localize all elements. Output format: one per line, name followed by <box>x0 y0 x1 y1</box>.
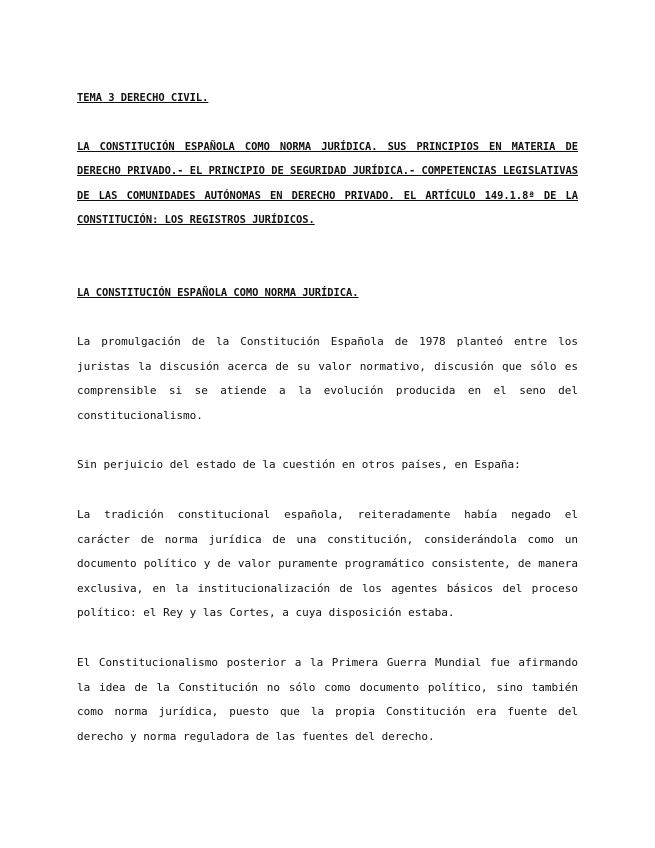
spacer <box>77 305 578 330</box>
paragraph-2: Sin perjuicio del estado de la cuestión en otros países, en España: <box>77 458 521 472</box>
paragraph-3: La tradición constitucional española, reiteradamente había negado el carácter de norma jurídica de una constitución, considerándola como un documento político y de valor puramente programático consistente, de manera exclusiva, en la institucionalización de los agentes básicos del proceso político: el Rey y las Cortes, a cuya disposición estaba. <box>77 507 578 620</box>
section-heading: LA CONSTITUCIÓN ESPAÑOLA COMO NORMA JURÍDICA. <box>77 286 359 299</box>
spacer <box>77 428 578 453</box>
paragraph-1: La promulgación de la Constitución Española de 1978 planteó entre los juristas la discusión acerca de su valor normativo, discusión que sólo es comprensible si se atiende a la evolución producida en el seno del constitucionalismo. <box>77 335 578 422</box>
paragraph-4: El Constitucionalismo posterior a la Primera Guerra Mundial fue afirmando la idea de la Constitución no sólo como documento político, sino también como norma jurídica, puesto que la propia Constitución era fuente del derecho y norma reguladora de las fuentes del derecho. <box>77 655 578 743</box>
main-heading: LA CONSTITUCIÓN ESPAÑOLA COMO NORMA JURÍDICA. SUS PRINCIPIOS EN MATERIA DE DERECHO PRIVADO.- EL PRINCIPIO DE SEGURIDAD JURÍDICA.- COMPETENCIAS LEGISLATIVAS DE LAS COMUNIDADES AUTÓNOMAS EN DERECHO PRIVADO. EL ARTÍCULO 149.1.8ª DE LA CONSTITUCIÓN: LOS REGISTROS JURÍDICOS. <box>77 140 578 226</box>
spacer <box>77 478 578 503</box>
spacer <box>77 233 578 281</box>
document-page <box>77 86 578 749</box>
document-title: TEMA 3 DERECHO CIVIL. <box>77 92 209 104</box>
spacer <box>77 111 578 135</box>
spacer <box>77 626 578 651</box>
